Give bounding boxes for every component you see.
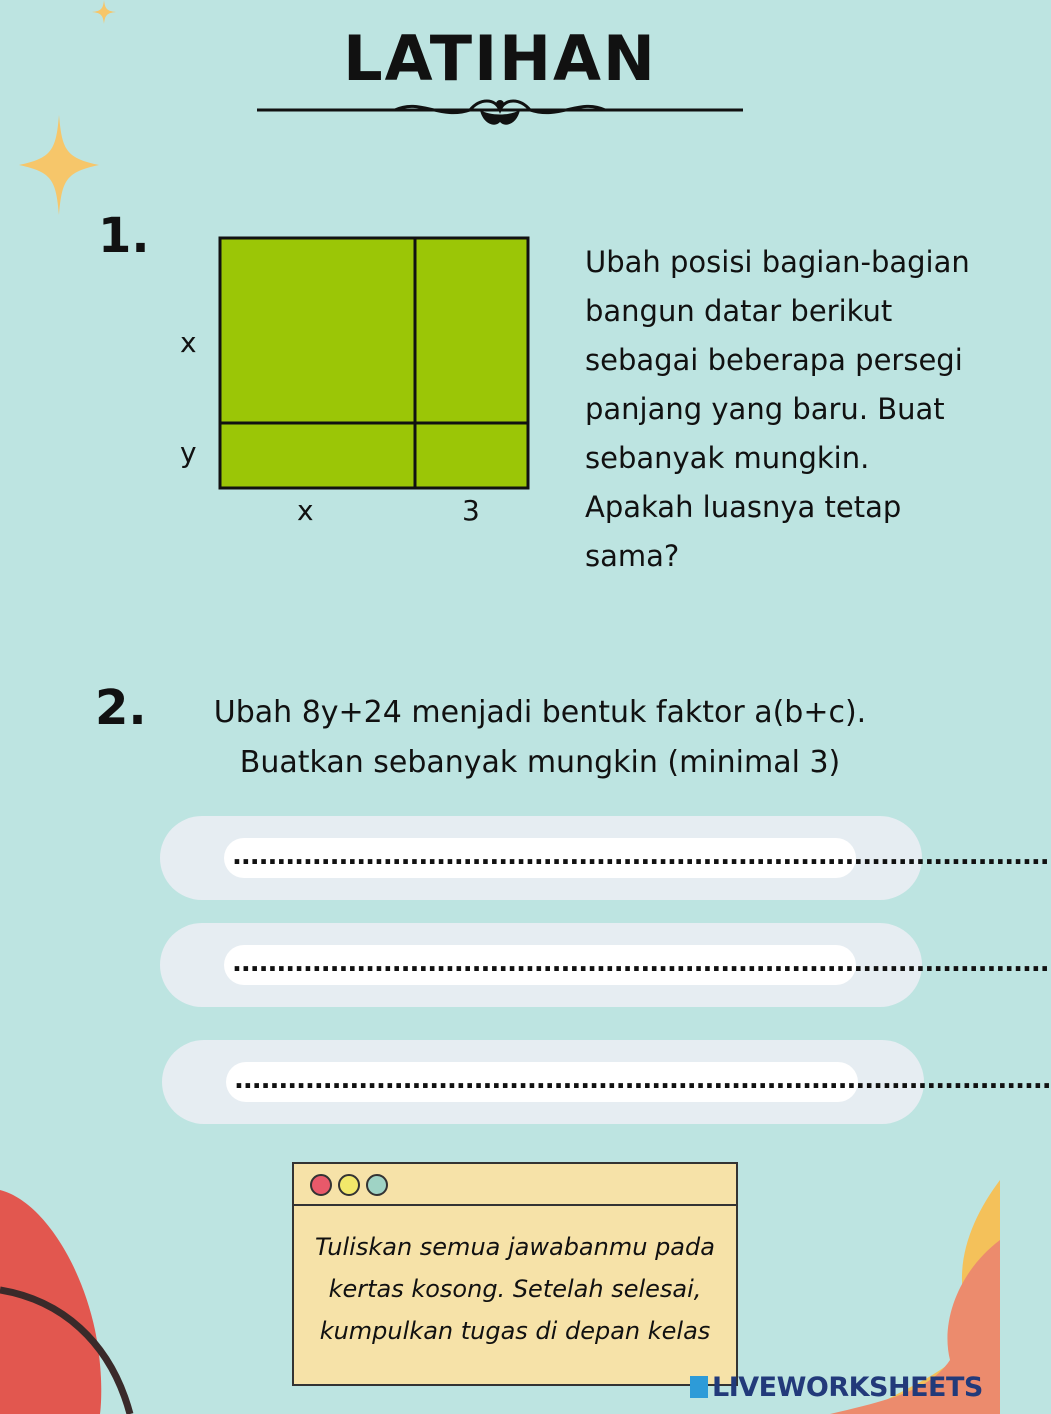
decorative-star-icon — [14, 110, 104, 220]
yellow-dot-icon — [338, 1174, 360, 1196]
note-title-bar — [294, 1164, 736, 1206]
label-left-y: y — [180, 436, 197, 469]
brand-icon — [690, 1376, 708, 1398]
question-1-text: Ubah posisi bagian-bagian bangun datar berikut sebagai beberapa persegi panjang yang baru. Buat sebanyak mungkin. Apakah luasnya tetap sama? — [585, 245, 970, 573]
decorative-small-star-icon — [92, 0, 116, 24]
ornament-divider — [255, 96, 745, 136]
decorative-blob-left — [0, 1180, 150, 1414]
answer-row-1 — [160, 816, 1049, 900]
instruction-note — [292, 1162, 738, 1386]
answer-input-3[interactable]: ............................................................................................ — [226, 1062, 858, 1102]
answer-input-2[interactable]: ............................................................................................ — [224, 945, 856, 985]
area-diagram — [218, 236, 530, 490]
answer-row-3 — [162, 1040, 1051, 1124]
label-bottom-x: x — [297, 494, 314, 527]
answer-row-2 — [160, 923, 1049, 1007]
page-title: LATIHAN — [343, 22, 657, 95]
question-2-number: 2. — [95, 680, 147, 736]
teal-dot-icon — [366, 1174, 388, 1196]
question-2-line-1: Ubah 8y+24 menjadi bentuk faktor a(b+c). — [213, 695, 867, 730]
answer-input-1[interactable]: ............................................................................................ — [224, 838, 856, 878]
brand-text: LIVEWORKSHEETS — [712, 1372, 983, 1403]
red-dot-icon — [310, 1174, 332, 1196]
question-2-text — [170, 688, 910, 788]
area-diagram-outline — [220, 238, 528, 488]
liveworksheets-logo — [690, 1372, 983, 1403]
label-left-x: x — [180, 326, 197, 359]
note-text: Tuliskan semua jawabanmu pada kertas kosong. Setelah selesai, kumpulkan tugas di depan kelas — [315, 1233, 715, 1345]
question-1-number: 1. — [98, 208, 150, 264]
question-2-line-2: Buatkan sebanyak mungkin (minimal 3) — [239, 745, 841, 780]
label-bottom-3: 3 — [462, 494, 480, 527]
